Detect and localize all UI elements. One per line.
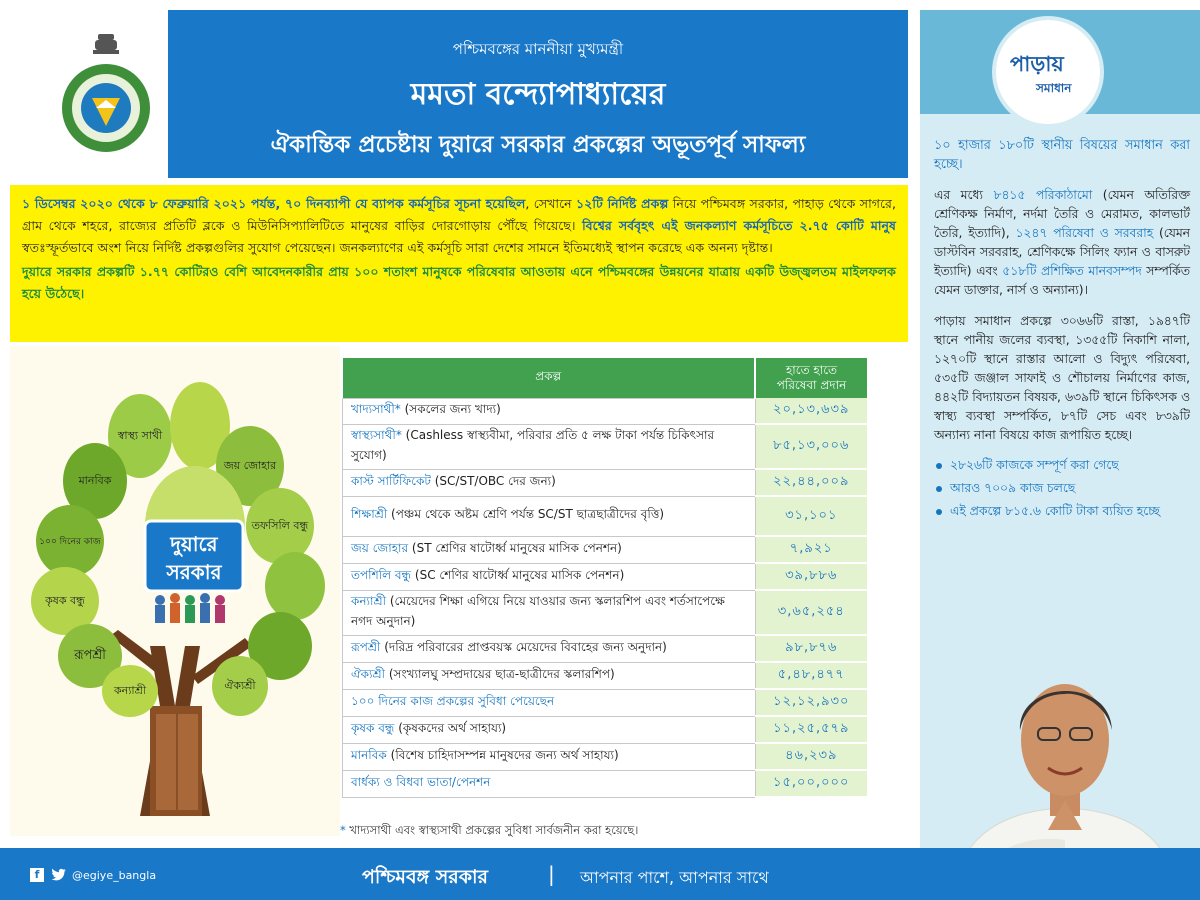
- beneficiary-count: ২০,১৩,৬৩৯: [755, 398, 867, 424]
- side-highlight: ১২৪৭ পরিষেবা ও সরবরাহ: [1015, 226, 1154, 240]
- intro-box: [10, 185, 908, 342]
- scheme-star: *: [394, 402, 401, 416]
- tree-title-1: দুয়ারে: [170, 532, 218, 556]
- intro-paragraph-2: দুয়ারে সরকার প্রকল্পটি ১.৭৭ কোটিরও বেশি আবেদনকারীর প্রায় ১০০ শতাংশ মানুষকে পরিষেবার আওতায় এনে পশ্চিমবঙ্গের উন্নয়নের যাত্রায় একটি উজ্জ্বলতম মাইলফলক হয়ে উঠেছে।: [22, 264, 896, 301]
- scheme-cell: [343, 743, 756, 770]
- scheme-name: মানবিক: [351, 747, 387, 762]
- leaf-label: তফসিলি বন্ধু: [251, 519, 309, 532]
- side-bullets: [934, 457, 1190, 520]
- table-row: [343, 689, 868, 716]
- scheme-description: (SC শেণির ষাটোর্ধ্ব মানুষের মাসিক পেনশন): [414, 567, 625, 582]
- header-name: মমতা বন্দ্যোপাধ্যায়ের: [410, 77, 666, 112]
- side-highlight: ৫১৮টি প্রশিক্ষিত মানবসম্পদ: [1002, 264, 1142, 278]
- scheme-name: খাদ্যসাথী: [351, 402, 395, 416]
- badge-text-2: সমাধান: [1036, 81, 1072, 95]
- scheme-cell: [343, 590, 756, 635]
- social-handle[interactable]: [30, 868, 156, 882]
- column-header-scheme: প্রকল্প: [343, 358, 756, 398]
- table-row: [343, 398, 868, 424]
- intro-text: স্বতঃস্ফূর্তভাবে অংশ নিয়ে নির্দিষ্ট প্রকল্পগুলির সুযোগ পেয়েছেন। জনকল্যাণের এই কর্মসূচি সারা দেশের সামনে ইতিমধ্যেই স্থাপন করেছে এক অনন্য দৃষ্টান্ত।: [22, 240, 773, 255]
- beneficiary-count: ৩,৬৫,২৫৪: [755, 590, 867, 635]
- header-pre-title: পশ্চিমবঙ্গের মাননীয়া মুখ্যমন্ত্রী: [452, 40, 624, 58]
- scheme-star: *: [395, 427, 402, 442]
- scheme-name: কৃষক বন্ধু: [351, 720, 395, 735]
- header-banner: [168, 10, 908, 178]
- table-footnote: [340, 822, 638, 841]
- header-benefit-line-1: হাতে হাতে: [785, 363, 838, 377]
- para-samadhan-logo: [992, 16, 1104, 128]
- intro-paragraph-1: [22, 193, 896, 259]
- beneficiary-count: ৮৫,১৩,০০৬: [755, 424, 867, 469]
- beneficiary-count: ২২,৪৪,০০৯: [755, 469, 867, 496]
- beneficiary-count: ৩১,১০১: [755, 496, 867, 536]
- bullet-item: ২৮২৬টি কাজকে সম্পূর্ণ করা গেছে: [934, 457, 1190, 474]
- table-row: [343, 662, 868, 689]
- table-row: [343, 716, 868, 743]
- badge-text-1: পাড়ায়: [1010, 52, 1064, 76]
- table-row: [343, 536, 868, 563]
- scheme-description: (ST শ্রেণির ষাটোর্ধ্ব মানুষের মাসিক পেনশন): [411, 540, 622, 555]
- beneficiary-count: ৪৬,২৩৯: [755, 743, 867, 770]
- footer-govt: পশ্চিমবঙ্গ সরকার: [362, 866, 489, 888]
- intro-schemes-count: ১২টি নির্দিষ্ট প্রকল্প: [576, 196, 669, 211]
- beneficiary-count: ১৫,০০,০০০: [755, 770, 867, 797]
- intro-text: নিয়ে পশ্চিমবঙ্গ সরকার, পাহাড় থেকে সাগরে, গ্রাম থেকে শহরে, রাজ্যের প্রতিটি ব্লকে ও মিউনিসিপ্যালিটিতে মানুষের বাড়ির দোরগোড়ায় পৌঁছে গিয়েছে।: [22, 196, 896, 233]
- table-row: [343, 590, 868, 635]
- leaf-label: রূপশ্রী: [74, 648, 106, 663]
- beneficiary-count: ১২,১২,৯৩০: [755, 689, 867, 716]
- scheme-description: (বিশেষ চাহিদাসম্পন্ন মানুষদের জন্য অর্থ সাহায্য): [390, 747, 619, 762]
- side-lead: ১০ হাজার ১৮০টি স্থানীয় বিষয়ের সমাধান করা হচ্ছে।: [934, 138, 1190, 172]
- scheme-cell: [343, 716, 756, 743]
- facebook-icon[interactable]: f: [30, 868, 44, 882]
- table-row: [343, 496, 868, 536]
- scheme-cell: [343, 662, 756, 689]
- scheme-name: ঐক্যশ্রী: [351, 666, 386, 681]
- side-body: [934, 136, 1190, 526]
- beneficiary-count: ১১,২৫,৫৭৯: [755, 716, 867, 743]
- leaf-label: জয় জোহার: [223, 459, 277, 472]
- side-text: এর মধ্যে: [934, 188, 994, 202]
- intro-text: , সেখানে: [525, 196, 577, 211]
- scheme-cell: [343, 563, 756, 590]
- scheme-description: (দরিদ্র পরিবারের প্রাপ্তবয়স্ক মেয়েদের বিবাহের জন্য অনুদান): [384, 639, 667, 654]
- table-row: [343, 424, 868, 469]
- side-paragraph-1: [934, 186, 1190, 300]
- beneficiary-count: ৯৮,৮৭৬: [755, 635, 867, 662]
- scheme-description: (SC/ST/OBC দের জন্য): [434, 473, 556, 488]
- intro-date-range: ১ ডিসেম্বর ২০২০ থেকে ৮ ফেব্রুয়ারি ২০২১ পর্যন্ত, ৭০ দিনব্যাপী যে ব্যাপক কর্মসূচির সূচনা হয়েছিল: [22, 196, 526, 211]
- footer-separator: |: [548, 862, 555, 886]
- header-benefit-line-2: পরিষেবা প্রদান: [776, 378, 847, 392]
- leaf-label: স্বাস্থ্য সাথী: [117, 429, 163, 442]
- scheme-name: বার্ধক্য ও বিধবা ভাতা/পেনশন: [351, 774, 491, 789]
- table-row: [343, 743, 868, 770]
- leaf-label: মানবিক: [78, 474, 112, 487]
- scheme-description: (সংখ্যালঘু সম্প্রদায়ের ছাত্র-ছাত্রীদের স্কলারশিপ): [388, 666, 615, 681]
- scheme-cell: [343, 635, 756, 662]
- table-row: [343, 770, 868, 797]
- scheme-description: (মেয়েদের শিক্ষা এগিয়ে নিয়ে যাওয়ার জন্য স্কলারশিপ এবং শর্তসাপেক্ষে নগদ অনুদান): [351, 593, 725, 628]
- beneficiary-count: ৭,৯২১: [755, 536, 867, 563]
- scheme-cell: [343, 398, 756, 424]
- scheme-cell: [343, 424, 756, 469]
- tree-illustration: [10, 346, 340, 836]
- table-body: [343, 398, 868, 797]
- footer-slogan: আপনার পাশে, আপনার সাথে: [580, 868, 769, 887]
- scheme-description: (কৃষকদের অর্থ সাহায্য): [398, 720, 507, 735]
- column-header-benefit: [755, 358, 867, 398]
- leaf-label: ঐক্যশ্রী: [224, 679, 256, 692]
- table-header-row: [343, 358, 868, 398]
- beneficiary-count: ৫,৪৮,৪৭৭: [755, 662, 867, 689]
- scheme-cell: [343, 536, 756, 563]
- side-highlight: ৮৪১৫ পরিকাঠামো: [993, 188, 1093, 202]
- scheme-description: (সকলের জন্য খাদ্য): [404, 402, 501, 416]
- footer-bar: [0, 848, 1200, 900]
- side-text: সম্পর্কিত যেমন ডাক্তার, নার্স ও অন্যান্য)।: [934, 264, 1191, 297]
- twitter-icon[interactable]: [50, 868, 66, 882]
- scheme-name: স্বাস্থ্যসাথী: [351, 427, 396, 442]
- scheme-name: ১০০ দিনের কাজ প্রকল্পের সুবিধা পেয়েছেন: [351, 693, 555, 708]
- scheme-cell: [343, 496, 756, 536]
- scheme-name: শিক্ষাশ্রী: [351, 507, 388, 521]
- table-row: [343, 563, 868, 590]
- scheme-cell: [343, 770, 756, 797]
- scheme-description: (Cashless স্বাস্থ্যবীমা, পরিবার প্রতি ৫ লক্ষ টাকা পর্যন্ত চিকিৎসার সুযোগ): [351, 427, 715, 462]
- footnote-star: *: [340, 823, 346, 837]
- table-row: [343, 635, 868, 662]
- side-text: (যেমন ডাস্টবিন সরবরাহ, শ্রেণিকক্ষে সিলিং ফ্যান ও বাসরুট ইত্যাদি) এবং: [934, 226, 1190, 278]
- bullet-item: আরও ৭০০৯ কাজ চলছে: [934, 480, 1190, 497]
- scheme-name: জয় জোহার: [351, 540, 409, 555]
- intro-beneficiaries: বিশ্বের সর্ববৃহৎ এই জনকল্যাণ কর্মসূচিতে ২.৭৫ কোটি মানুষ: [582, 218, 896, 233]
- side-text: (যেমন অতিরিক্ত শ্রেণিকক্ষ নির্মাণ, নর্দমা তৈরি ও মেরামত, কালভার্ট তৈরি, ইত্যাদি),: [934, 188, 1190, 240]
- scheme-name: তপশিলি বন্ধু: [351, 567, 412, 582]
- west-bengal-emblem: [60, 34, 152, 154]
- scheme-cell: [343, 689, 756, 716]
- tree-graphic: [10, 346, 340, 836]
- side-paragraph-2: পাড়ায় সমাধান প্রকল্পে ৩০৬৬টি রাস্তা, ১৯৪৭টি স্থানে পানীয় জলের ব্যবস্থা, ১৩৫৫টি নিকাশি নালা, ১২৭০টি স্থানে রাস্তার আলো ও বিদ্যুৎ পরিষেবা, ৫৩৫টি জঞ্জাল সাফাই ও শৌচালয় নির্মাণের কাজ, ৪৪২টি বিদ্যায়তন বিষয়ক, ৬৩৯টি স্থানে চিকিৎসক ও স্বাস্থ্য ব্যবস্থা সম্পর্কিত, ৮৭টি সেচ এবং ৮৩৯টি অন্যান্য নানা বিষয়ে কাজ রূপায়িত হচ্ছে।: [934, 314, 1190, 442]
- scheme-cell: [343, 469, 756, 496]
- header-tagline: ঐকান্তিক প্রচেষ্টায় দুয়ারে সরকার প্রকল্পের অভূতপূর্ব সাফল্য: [270, 132, 806, 158]
- emblem-area: [0, 0, 168, 178]
- schemes-table: [342, 358, 867, 798]
- leaf-label: ১০০ দিনের কাজ: [39, 537, 101, 547]
- beneficiary-count: ৩৯,৮৮৬: [755, 563, 867, 590]
- leaf-label: কৃষক বন্ধু: [45, 594, 85, 607]
- scheme-name: কন্যাশ্রী: [351, 593, 387, 608]
- tree-title-2: সরকার: [166, 560, 222, 584]
- scheme-name: কাস্ট সার্টিফিকেট: [351, 473, 431, 488]
- scheme-name: রূপশ্রী: [351, 639, 381, 654]
- twitter-handle[interactable]: @egiye_bangla: [72, 868, 157, 882]
- scheme-description: (পঞ্চম থেকে অষ্টম শ্রেণি পর্যন্ত SC/ST ছাত্রছাত্রীদের বৃত্তি): [391, 507, 665, 521]
- table-row: [343, 469, 868, 496]
- leaf-label: কন্যাশ্রী: [113, 684, 147, 697]
- bullet-item: এই প্রকল্পে ৮১৫.৬ কোটি টাকা ব্যয়িত হচ্ছে: [934, 503, 1190, 520]
- footnote-text: খাদ্যসাথী এবং স্বাস্থ্যসাথী প্রকল্পের সুবিধা সার্বজনীন করা হয়েছে।: [349, 823, 639, 837]
